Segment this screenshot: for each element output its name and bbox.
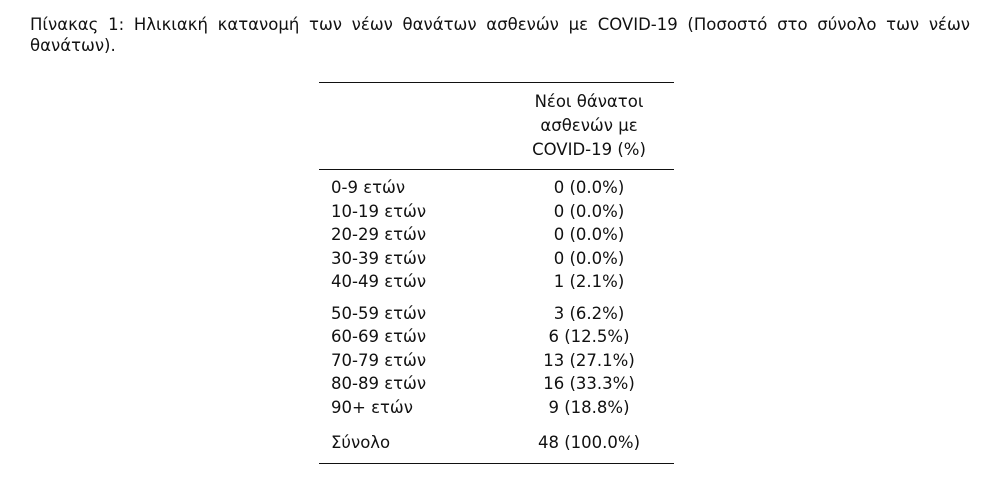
table-body: [319, 170, 674, 463]
total-label: Σύνολο: [331, 432, 391, 452]
deaths-cell: 0 (0.0%): [553, 201, 625, 221]
row-group-1: [319, 176, 674, 294]
header-deaths-line-2: ασθενών με: [540, 116, 638, 135]
deaths-cell: 9 (18.8%): [548, 397, 630, 417]
table-row: [319, 325, 674, 349]
header-deaths-line-3: COVID-19 (%): [532, 140, 646, 159]
table-row: [319, 302, 674, 326]
table-row: [319, 396, 674, 420]
age-cell: 20-29 ετών: [331, 225, 427, 245]
age-cell: 0-9 ετών: [331, 178, 406, 198]
header-deaths-cell: [504, 90, 674, 162]
deaths-cell: 1 (2.1%): [553, 272, 625, 292]
table-row: [319, 247, 674, 271]
age-cell: 90+ ετών: [331, 397, 413, 417]
age-cell: 10-19 ετών: [331, 201, 427, 221]
total-value: 48 (100.0%): [537, 432, 641, 452]
table-row: [319, 270, 674, 294]
table-row: [319, 223, 674, 247]
age-distribution-table: [319, 82, 674, 464]
table-bottom-rule: [319, 463, 674, 464]
total-row: [319, 427, 674, 457]
table-row: [319, 200, 674, 224]
deaths-cell: 6 (12.5%): [548, 327, 630, 347]
header-deaths-line-1: Νέοι θάνατοι: [534, 92, 644, 111]
table-header: [319, 83, 674, 169]
age-cell: 70-79 ετών: [331, 350, 427, 370]
deaths-cell: 0 (0.0%): [553, 225, 625, 245]
age-cell: 40-49 ετών: [331, 272, 427, 292]
deaths-cell: 13 (27.1%): [543, 350, 635, 370]
age-cell: 50-59 ετών: [331, 303, 427, 323]
age-cell: 80-89 ετών: [331, 374, 427, 394]
table-row: [319, 349, 674, 373]
age-cell: 60-69 ετών: [331, 327, 427, 347]
table-row: [319, 176, 674, 200]
deaths-cell: 0 (0.0%): [553, 248, 625, 268]
table-caption: Πίνακας 1: Ηλικιακή κατανομή των νέων θανάτων ασθενών με COVID-19 (Ποσοστό στο σύνολο των νέων θανάτων).: [30, 15, 970, 55]
deaths-cell: 0 (0.0%): [553, 178, 625, 198]
table-row: [319, 372, 674, 396]
age-cell: 30-39 ετών: [331, 248, 427, 268]
row-group-2: [319, 302, 674, 420]
deaths-cell: 3 (6.2%): [553, 303, 625, 323]
deaths-cell: 16 (33.3%): [543, 374, 635, 394]
